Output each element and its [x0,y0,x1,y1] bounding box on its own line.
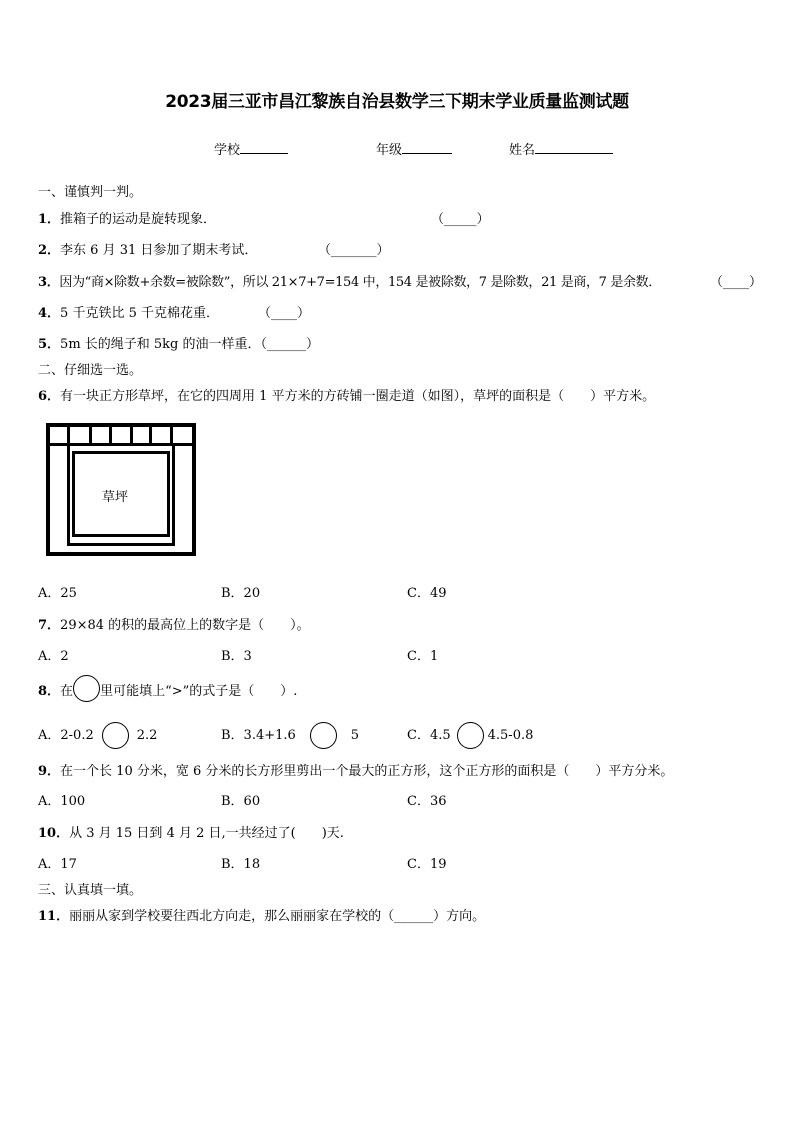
answer-blank-1[interactable]: （_____） [431,212,490,227]
q7-option-a[interactable]: A．2 [38,649,69,664]
school-label: 学校 [214,143,241,158]
q8-option-b[interactable] [221,722,359,749]
q6-option-c[interactable]: C．49 [407,586,447,601]
question-5 [38,333,319,352]
answer-blank-3[interactable]: （____） [710,275,763,290]
option-right: 4.5-0.8 [487,728,534,743]
grade-blank[interactable] [402,140,452,154]
q6-option-b[interactable]: B．20 [221,586,261,601]
compare-circle[interactable] [457,722,484,749]
answer-blank-2[interactable]: （_______） [318,243,390,258]
q8-option-a[interactable] [38,722,157,749]
question-6 [38,385,655,404]
q9-option-c[interactable]: C．36 [407,794,447,809]
question-number: 1． [38,212,61,227]
section-heading-3: 三、认真填一填。 [38,883,143,898]
question-1 [38,208,216,227]
question-number: 4． [38,306,61,321]
question-text: 从 3 月 15 日到 4 月 2 日,一共经过了( )天. [69,826,344,841]
question-number: 8． [38,684,61,699]
name-label: 姓名 [509,143,536,158]
answer-blank-5[interactable]: （______） [260,337,320,352]
question-4 [38,302,219,321]
name-blank[interactable] [535,140,613,154]
q10-option-a[interactable]: A．17 [38,857,77,872]
question-number: 11． [38,909,70,924]
question-10 [38,822,344,841]
question-text: 5 千克铁比 5 千克棉花重． [60,306,219,321]
lawn-label: 草坪 [102,490,129,505]
q8-option-c[interactable] [407,722,533,749]
question-number: 6． [38,389,61,404]
option-right: 2.2 [136,728,158,743]
q10-option-c[interactable]: C．19 [407,857,447,872]
question-9 [38,760,673,779]
compare-circle[interactable] [310,722,337,749]
q7-option-b[interactable]: B．3 [221,649,252,664]
question-text: 李东 6 月 31 日参加了期末考试． [60,243,258,258]
option-left: B．3.4+1.6 [221,728,296,743]
q9-option-a[interactable]: A．100 [38,794,86,809]
path-top-row [50,427,192,446]
question-text: 丽丽从家到学校要往西北方向走，那么丽丽家在学校的（______）方向。 [69,909,486,924]
question-8 [38,680,297,702]
question-text: 29×84 的积的最高位上的数字是（ ）。 [60,618,310,633]
q7-option-c[interactable]: C．1 [407,649,439,664]
question-11 [38,905,485,924]
question-number: 10． [38,826,70,841]
option-right: 5 [350,728,360,743]
question-text-pre: 在 [60,684,74,699]
grade-label: 年级 [376,143,403,158]
school-field [214,139,288,158]
page-title: 2023届三亚市昌江黎族自治县数学三下期末学业质量监测试题 [165,92,629,112]
question-text: 因为“商×除数+余数=被除数”，所以 21×7+7=154 中，154 是被除数，7 是除数，21 是商，7 是余数． [59,275,661,290]
q10-option-b[interactable]: B．18 [221,857,261,872]
question-number: 5． [38,337,61,352]
lawn-figure [46,423,196,556]
section-heading-2: 二、仔细选一选。 [38,363,143,378]
question-2 [38,239,257,258]
compare-circle[interactable] [102,722,129,749]
option-left: A．2-0.2 [38,728,94,743]
answer-blank-4[interactable]: （____） [258,306,311,321]
question-number: 7． [38,618,61,633]
question-7 [38,614,310,633]
section-heading-1: 一、谨慎判一判。 [38,185,143,200]
school-blank[interactable] [240,140,288,154]
question-text-post: 里可能填上“>”的式子是（ ）. [100,684,298,699]
question-text: 有一块正方形草坪，在它的四周用 1 平方米的方砖铺一圈走道（如图），草坪的面积是（ ）平方米。 [60,389,656,404]
question-3 [38,271,661,290]
question-text: 5m 长的绳子和 5kg 的油一样重． [60,337,261,352]
question-text: 在一个长 10 分米，宽 6 分米的长方形里剪出一个最大的正方形，这个正方形的面积是（ ）平方分米。 [60,764,674,779]
q9-option-b[interactable]: B．60 [221,794,261,809]
name-field [509,139,613,158]
question-text: 推箱子的运动是旋转现象． [60,212,217,227]
question-number: 2． [38,243,61,258]
question-number: 9． [38,764,61,779]
question-number: 3． [38,275,60,290]
grade-field [376,139,452,158]
option-left: C．4.5 [407,728,451,743]
q6-option-a[interactable]: A．25 [38,586,77,601]
blank-circle [73,675,100,702]
